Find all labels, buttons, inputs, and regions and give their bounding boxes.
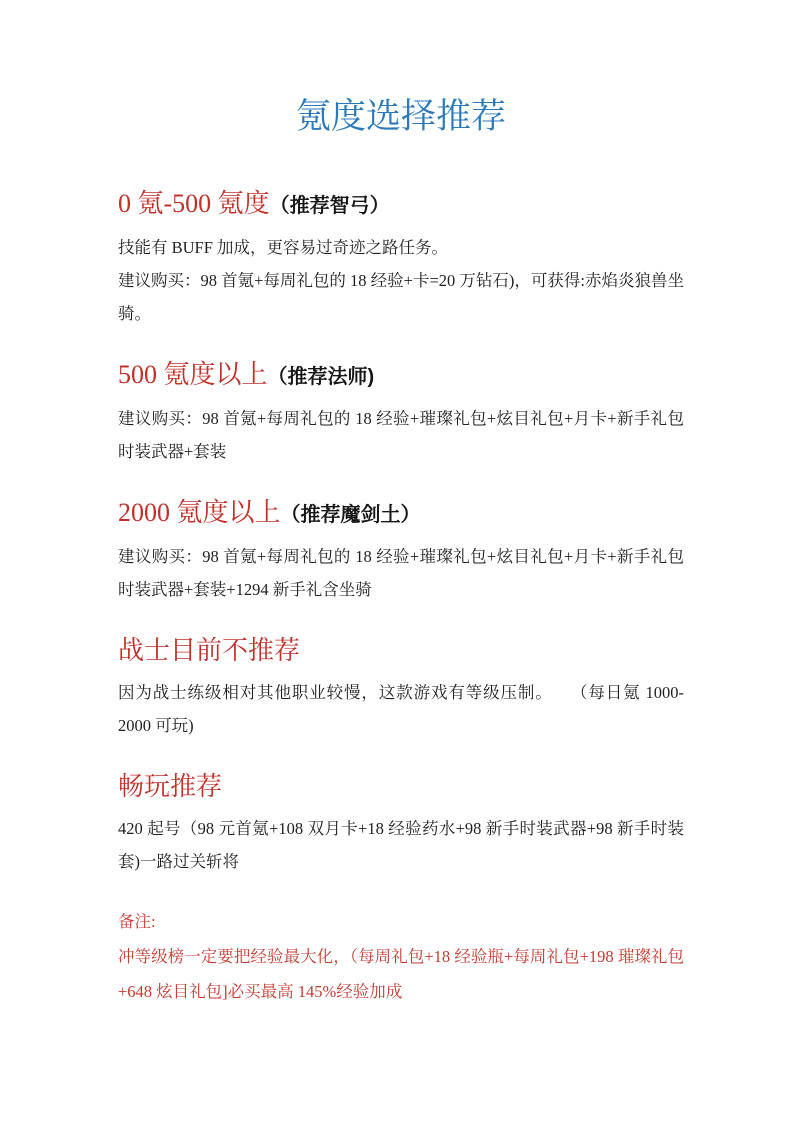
section-heading <box>118 358 684 394</box>
section-paragraph: 建议购买：98 首氪+每周礼包的 18 经验+璀璨礼包+炫目礼包+月卡+新手礼包时装武器+套装+1294 新手礼含坐骑 <box>118 547 684 599</box>
section-heading <box>118 770 684 804</box>
section-heading-text: 0 氪-500 氪度 <box>118 189 270 218</box>
section-paragraph: 建议购买：98 首氪+每周礼包的 18 经验+璀璨礼包+炫目礼包+月卡+新手礼包时装武器+套装 <box>118 409 684 461</box>
section-heading <box>118 187 684 223</box>
section-heading-note: （推荐法师) <box>267 366 375 388</box>
section-heading-text: 战士目前不推荐 <box>118 636 301 665</box>
section-heading-note: （推荐智弓） <box>269 195 390 217</box>
section-paragraph: 因为战士练级相对其他职业较慢，这款游戏有等级压制。 （每日氪 1000-2000 可玩) <box>118 683 684 735</box>
section-paragraph: 技能有 BUFF 加成，更容易过奇迹之路任务。 <box>118 238 449 257</box>
section-warrior-not-recommended <box>118 634 684 742</box>
section-heading-text: 500 氪度以上 <box>118 360 268 389</box>
section-spend-500-plus <box>118 358 684 468</box>
section-spend-0-to-500 <box>118 187 684 330</box>
section-heading-note: （推荐魔剑土） <box>280 504 421 526</box>
section-paragraph: 建议购买：98 首氪+每周礼包的 18 经验+卡=20 万钻石)，可获得:赤焰炎狼兽坐骑。 <box>118 271 684 323</box>
section-spend-2000-plus <box>118 496 684 606</box>
section-heading-text: 2000 氪度以上 <box>118 498 281 527</box>
section-heading-text: 畅玩推荐 <box>118 772 223 801</box>
remarks-note <box>118 904 684 1009</box>
section-paragraph: 420 起号（98 元首氪+108 双月卡+18 经验药水+98 新手时装武器+98 新手时装套)一路过关斩将 <box>118 819 684 871</box>
remarks-label: 备注: <box>118 912 156 931</box>
section-heading <box>118 634 684 668</box>
remarks-text: 冲等级榜一定要把经验最大化，（每周礼包+18 经验瓶+每周礼包+198 璀璨礼包+648 炫目礼包]必买最高 145%经验加成 <box>118 947 684 1001</box>
section-casual-play-recommendation <box>118 770 684 878</box>
section-heading <box>118 496 684 532</box>
page-title: 氪度选择推荐 <box>295 97 506 136</box>
